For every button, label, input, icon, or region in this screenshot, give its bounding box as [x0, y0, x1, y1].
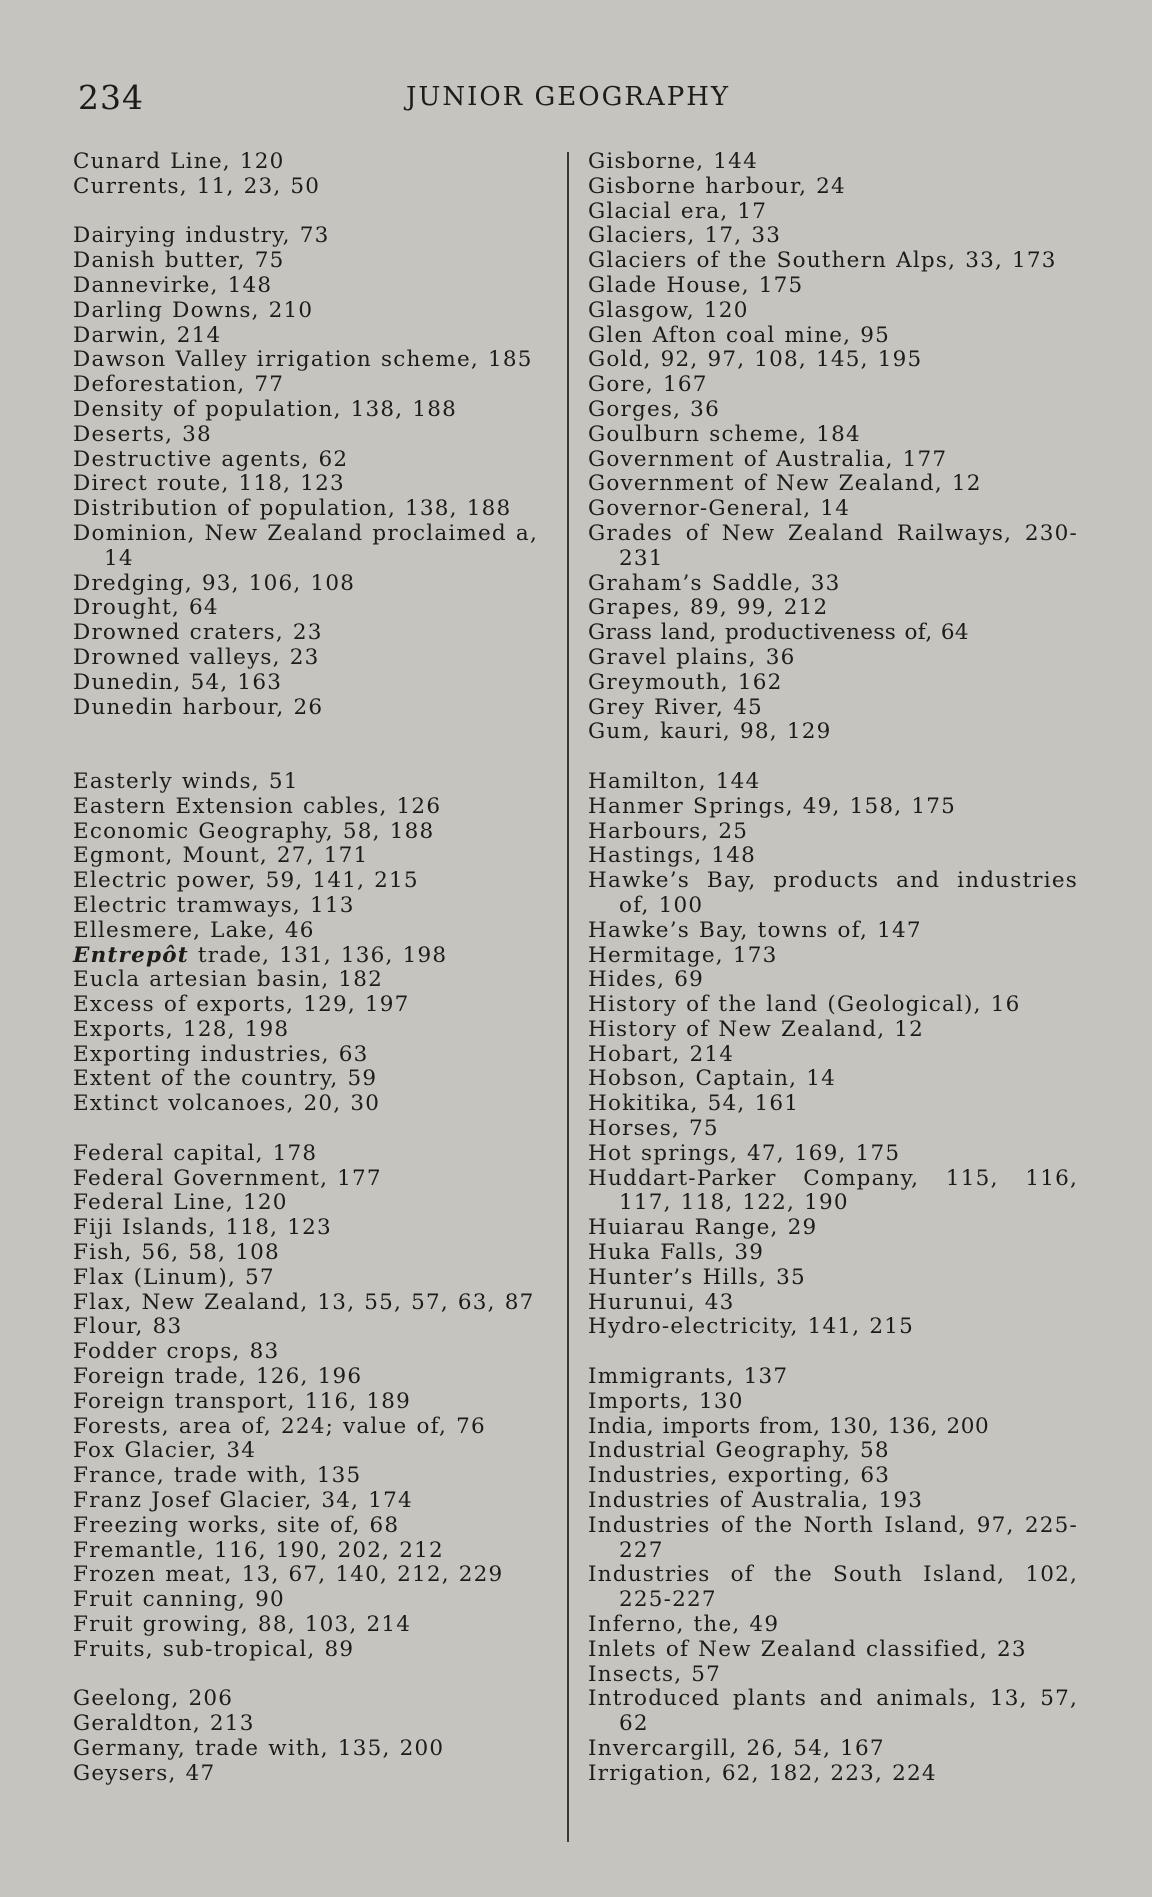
index-group-g	[73, 1687, 553, 1786]
index-entry: Hobart, 214	[588, 1041, 735, 1067]
index-entry: Industries of the North Island, 97, 225-227	[588, 1512, 1078, 1563]
index-entry: Glasgow, 120	[588, 297, 749, 323]
index-entry: Industries, exporting, 63	[588, 1463, 891, 1489]
index-entry: Glaciers of the Southern Alps, 33, 173	[588, 248, 1057, 274]
entrepot-italic-word: Entrepôt	[73, 942, 189, 968]
index-entry: Grapes, 89, 99, 212	[588, 595, 829, 621]
index-entry: Fruit canning, 90	[73, 1587, 285, 1613]
index-entry: Gisborne harbour, 24	[588, 173, 846, 199]
index-entry: Dominion, New Zealand proclaimed a, 14	[73, 520, 538, 571]
index-entry: Flax (Linum), 57	[73, 1264, 275, 1290]
index-entry: Immigrants, 137	[588, 1364, 789, 1390]
index-entry: Fodder crops, 83	[73, 1339, 280, 1365]
index-entry: Hanmer Springs, 49, 158, 175	[588, 793, 956, 819]
index-entry: Distribution of population, 138, 188	[73, 496, 512, 522]
index-entry: Glacial era, 17	[588, 198, 768, 224]
index-entry: Fox Glacier, 34	[73, 1438, 257, 1464]
index-entry: Dunedin, 54, 163	[73, 669, 283, 695]
index-entry: Electric tramways, 113	[73, 892, 355, 918]
index-entry: Gisborne, 144	[588, 149, 758, 174]
running-title: JUNIOR GEOGRAPHY	[406, 82, 731, 112]
index-entry: Federal capital, 178	[73, 1140, 318, 1166]
index-entry: Geraldton, 213	[73, 1711, 255, 1737]
index-entry: Exporting industries, 63	[73, 1041, 369, 1067]
index-group-c	[73, 150, 553, 200]
index-entry: Danish butter, 75	[73, 248, 285, 274]
index-entry: Gravel plains, 36	[588, 644, 796, 670]
index-group-e	[73, 770, 553, 1117]
index-entry-entrepot	[73, 944, 553, 969]
index-entry: Drowned craters, 23	[73, 620, 323, 646]
index-column-right	[588, 150, 1078, 1787]
index-entry: Huka Falls, 39	[588, 1240, 765, 1266]
index-entry: Currents, 11, 23, 50	[73, 173, 321, 199]
index-entry: Gorges, 36	[588, 396, 720, 422]
index-entry: Cunard Line, 120	[73, 149, 285, 174]
index-entry: Invercargill, 26, 54, 167	[588, 1736, 885, 1761]
index-entry: Deforestation, 77	[73, 372, 285, 398]
index-entry: Dairying industry, 73	[73, 223, 330, 249]
index-entry: Government of New Zealand, 12	[588, 471, 982, 497]
index-entry: Federal Government, 177	[73, 1165, 382, 1191]
index-entry: Governor-General, 14	[588, 496, 851, 522]
index-entry: Deserts, 38	[73, 421, 212, 447]
index-entry: Glade House, 175	[588, 272, 804, 298]
index-entry: Germany, trade with, 135, 200	[73, 1736, 445, 1761]
index-column-left	[73, 150, 553, 1787]
index-entry: Fish, 56, 58, 108	[73, 1240, 280, 1266]
index-entry: Forests, area of, 224; value of, 76	[73, 1413, 486, 1439]
index-entry: Foreign trade, 126, 196	[73, 1364, 363, 1390]
index-entry: Glaciers, 17, 33	[588, 223, 782, 249]
index-entry: Huddart-Parker Company, 115, 116, 117, 118, 122, 190	[588, 1165, 1078, 1216]
index-entry: Hermitage, 173	[588, 942, 778, 968]
index-entry: Direct route, 118, 123	[73, 471, 345, 497]
index-entry: Hurunui, 43	[588, 1289, 735, 1315]
index-entry: Gold, 92, 97, 108, 145, 195	[588, 347, 923, 373]
index-entry: Fruits, sub-tropical, 89	[73, 1636, 355, 1662]
index-entry: Horses, 75	[588, 1116, 719, 1142]
index-entry: History of New Zealand, 12	[588, 1016, 925, 1042]
index-entry: Destructive agents, 62	[73, 446, 349, 472]
index-entry: Irrigation, 62, 182, 223, 224	[588, 1760, 937, 1786]
index-entry: Economic Geography, 58, 188	[73, 818, 435, 844]
index-entry: History of the land (Geological), 16	[588, 992, 1021, 1018]
index-entry: Government of Australia, 177	[588, 446, 948, 472]
index-entry: Hunter’s Hills, 35	[588, 1264, 806, 1290]
index-group-g-continued	[588, 150, 1078, 745]
index-entry: Extent of the country, 59	[73, 1066, 378, 1092]
index-group-h	[588, 770, 1078, 1340]
index-entry: Hobson, Captain, 14	[588, 1066, 836, 1092]
index-entry: Huiarau Range, 29	[588, 1215, 818, 1241]
index-entry: Egmont, Mount, 27, 171	[73, 843, 369, 869]
index-entry: Greymouth, 162	[588, 669, 783, 695]
page-header	[0, 78, 1152, 122]
index-entry: Glen Afton coal mine, 95	[588, 322, 891, 348]
index-entry: Fruit growing, 88, 103, 214	[73, 1612, 412, 1638]
index-entry: Gore, 167	[588, 372, 708, 398]
index-entry: Imports, 130	[588, 1388, 744, 1414]
index-entry: Goulburn scheme, 184	[588, 421, 861, 447]
index-entry: Grey River, 45	[588, 694, 763, 720]
index-entry: Gum, kauri, 98, 129	[588, 719, 832, 745]
index-entry: Eastern Extension cables, 126	[73, 793, 442, 819]
index-entry: Franz Josef Glacier, 34, 174	[73, 1488, 413, 1514]
index-entry: India, imports from, 130, 136, 200	[588, 1413, 990, 1439]
index-entry: Hawke’s Bay, products and industries of, 100	[588, 868, 1078, 918]
page-number: 234	[78, 78, 144, 117]
index-entry: Flax, New Zealand, 13, 55, 57, 63, 87	[73, 1289, 535, 1315]
index-entry: Eucla artesian basin, 182	[73, 967, 384, 993]
index-group-i	[588, 1365, 1078, 1787]
index-entry: Excess of exports, 129, 197	[73, 992, 410, 1018]
index-entry: Darling Downs, 210	[73, 297, 314, 323]
index-entry: Industrial Geography, 58	[588, 1438, 890, 1464]
index-entry: Federal Line, 120	[73, 1190, 288, 1216]
index-entry: France, trade with, 135	[73, 1463, 362, 1489]
index-entry: Grades of New Zealand Railways, 230-231	[588, 520, 1078, 571]
index-entry: Extinct volcanoes, 20, 30	[73, 1091, 381, 1117]
index-entry: Industries of the South Island, 102, 225-227	[588, 1562, 1078, 1613]
index-entry: Density of population, 138, 188	[73, 396, 458, 422]
index-entry: Hastings, 148	[588, 843, 757, 869]
index-entry: Harbours, 25	[588, 818, 749, 844]
index-entry: Hot springs, 47, 169, 175	[588, 1140, 901, 1166]
index-entry: Exports, 128, 198	[73, 1016, 290, 1042]
index-entry: Easterly winds, 51	[73, 768, 299, 794]
index-entry: Freezing works, site of, 68	[73, 1512, 400, 1538]
column-divider	[567, 152, 569, 1842]
index-entry: Dawson Valley irrigation scheme, 185	[73, 347, 533, 373]
index-entry: Fiji Islands, 118, 123	[73, 1215, 332, 1241]
index-entry: Flour, 83	[73, 1314, 183, 1340]
index-entry: Hawke’s Bay, towns of, 147	[588, 917, 922, 943]
index-entry: Frozen meat, 13, 67, 140, 212, 229	[73, 1562, 504, 1588]
index-entry: Inlets of New Zealand classified, 23	[588, 1636, 1027, 1662]
index-entry: Hides, 69	[588, 967, 704, 993]
index-entry: Dunedin harbour, 26	[73, 694, 324, 720]
index-entry: Drought, 64	[73, 595, 219, 621]
index-entry: Geelong, 206	[73, 1686, 234, 1712]
index-entry: Geysers, 47	[73, 1760, 216, 1786]
index-group-d	[73, 224, 553, 720]
index-entry: Ellesmere, Lake, 46	[73, 917, 315, 943]
index-entry: Foreign transport, 116, 189	[73, 1388, 412, 1414]
index-entry: Dannevirke, 148	[73, 272, 273, 298]
index-entry: Hamilton, 144	[588, 768, 761, 794]
index-entry: Industries of Australia, 193	[588, 1488, 924, 1514]
index-entry: Graham’s Saddle, 33	[588, 570, 841, 596]
index-group-f	[73, 1142, 553, 1663]
index-entry: Darwin, 214	[73, 322, 222, 348]
index-entry: Inferno, the, 49	[588, 1612, 780, 1638]
index-entry: Electric power, 59, 141, 215	[73, 868, 419, 894]
index-entry: Hydro-electricity, 141, 215	[588, 1314, 914, 1340]
index-entry: Insects, 57	[588, 1661, 722, 1687]
index-entry: Drowned valleys, 23	[73, 644, 320, 670]
index-entry: Introduced plants and animals, 13, 57, 62	[588, 1686, 1078, 1737]
index-entry: Grass land, productiveness of, 64	[588, 620, 969, 646]
entrepot-pages: trade, 131, 136, 198	[188, 942, 448, 968]
index-entry: Dredging, 93, 106, 108	[73, 570, 356, 596]
index-entry: Fremantle, 116, 190, 202, 212	[73, 1537, 444, 1563]
index-entry: Hokitika, 54, 161	[588, 1091, 800, 1117]
